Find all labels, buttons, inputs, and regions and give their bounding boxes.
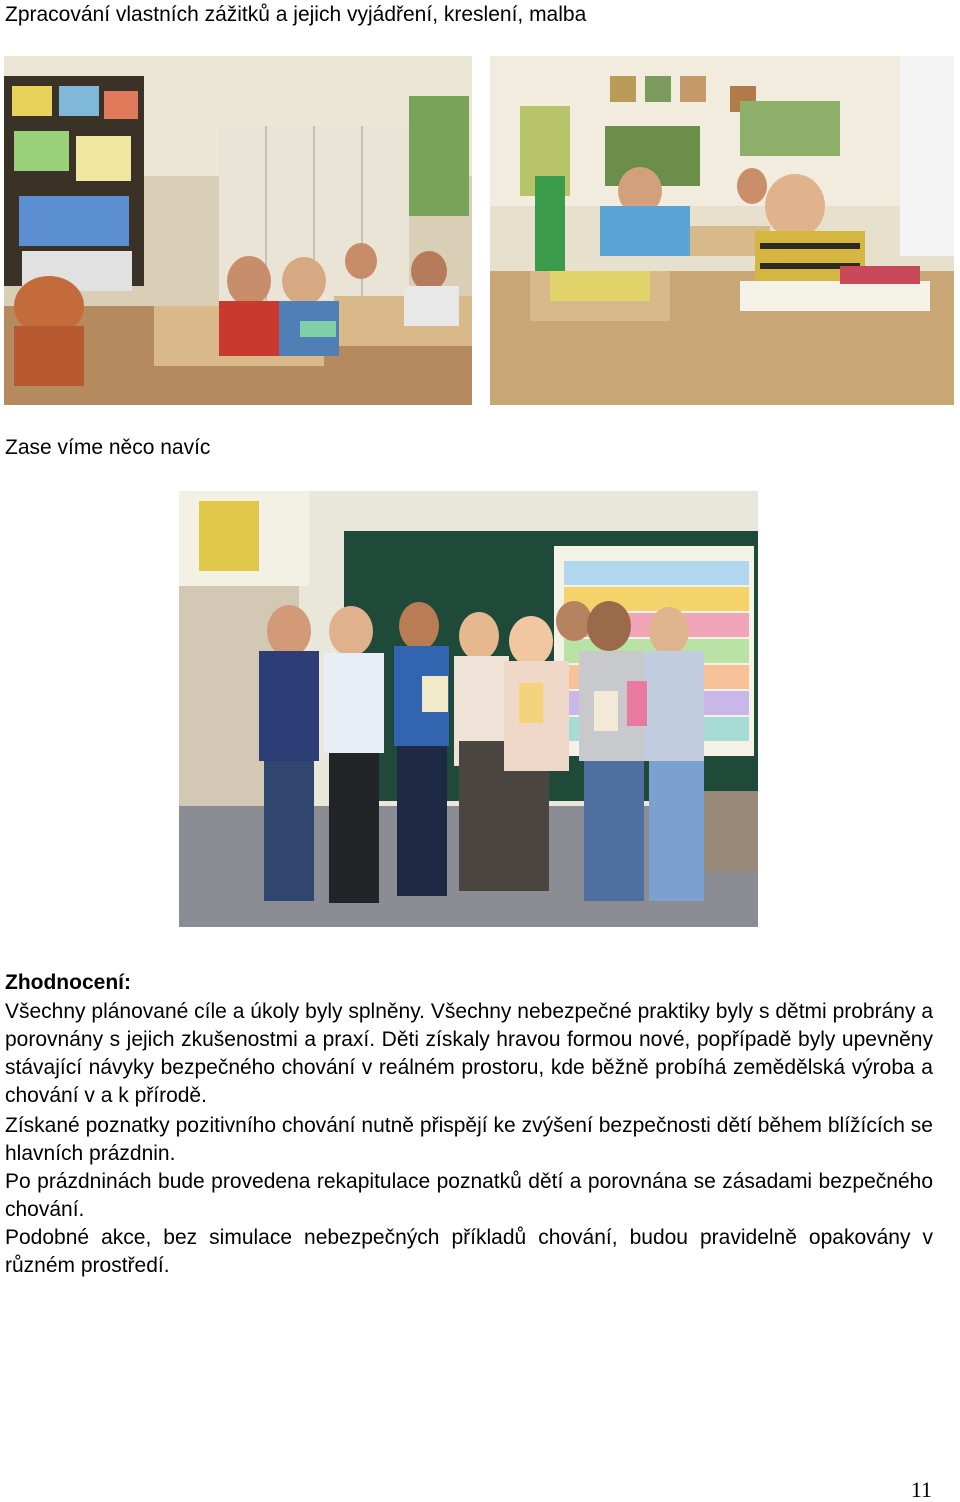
evaluation-paragraph-2: Získané poznatky pozitivního chování nutně přispějí ke zvýšení bezpečnosti dětí během blížících se hlavních prázdnin. <box>5 1114 933 1165</box>
evaluation-paragraph-1: Všechny plánované cíle a úkoly byly splněny. Všechny nebezpečné praktiky byly s dětmi probrány a porovnány s jejich zkušenostmi a praxí. Děti získaly hravou formou nové, popřípadě byly upevněny stávající návyky bezpečného chování v reálném prostoru, kde běžně probíhá zemědělská výroba a chování v a k přírodě. <box>5 1000 933 1107</box>
classroom-drawing-photo-left <box>4 56 472 405</box>
evaluation-title: Zhodnocení: <box>5 971 131 994</box>
section-heading-drawing: Zpracování vlastních zážitků a jejich vyjádření, kreslení, malba <box>5 3 587 26</box>
section-heading-knowledge: Zase víme něco navíc <box>5 436 211 459</box>
evaluation-paragraph-3: Po prázdninách bude provedena rekapitulace poznatků dětí a porovnána se zásadami bezpečného chování. <box>5 1170 933 1221</box>
children-group-photo <box>179 491 758 927</box>
evaluation-paragraph-4: Podobné akce, bez simulace nebezpečných příkladů chování, budou pravidelně opakovány v různém prostředí. <box>5 1226 933 1277</box>
page-number: 11 <box>910 1477 932 1502</box>
classroom-drawing-photo-right <box>490 56 954 405</box>
